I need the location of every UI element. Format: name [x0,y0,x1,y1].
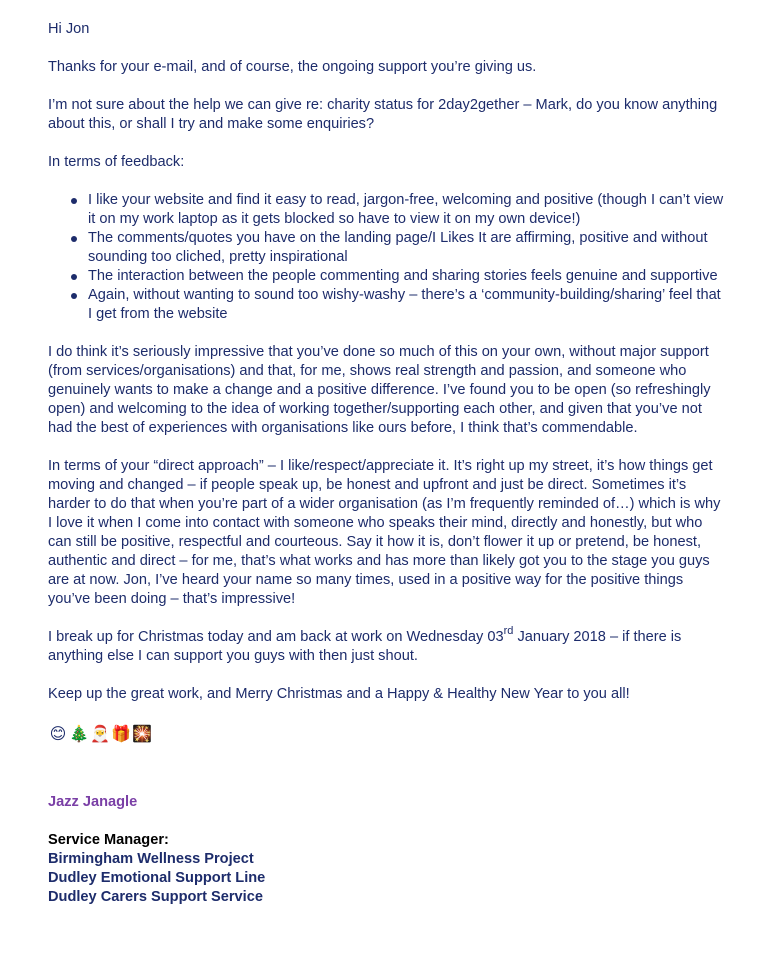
greeting: Hi Jon [48,21,90,37]
break-text-start: I break up for Christmas today and am back at work on Wednesday 03 [48,629,504,645]
signature-name: Jazz Janagle [48,794,138,810]
feedback-item: Again, without wanting to sound too wishy-washy – there’s a ‘community-building/sharing’ feel that I get from the website [88,286,728,324]
signature-service: Dudley Emotional Support Line [48,870,266,886]
signature-block [48,793,728,907]
paragraph-closing: Keep up the great work, and Merry Christmas and a Happy & Healthy New Year to you all! [48,686,630,702]
emoji-row [48,723,728,745]
feedback-item: I like your website and find it easy to read, jargon-free, welcoming and positive (though I can’t view it on my work laptop as it gets blocked so have to view it on my own device!) [88,191,728,229]
break-text-end: January 2018 – if there is anything else I can support you guys with then just shout. [48,629,682,664]
signature-role: Service Manager: [48,832,169,848]
paragraph-christmas-break [48,625,728,666]
paragraph-direct-approach: In terms of your “direct approach” – I like/respect/appreciate it. It’s right up my street, it’s how things get moving and changed – if people speak up, be honest and upfront and just be direct. Sometimes it’s harder to do that when you’re part of a wider organisation (as I’m frequently reminded of…) which is why I love it when I come into contact with someone who speaks their mind, directly and honestly, but who can still be positive, respectful and courteous. Say it how it is, don’t flower it up or pretend, be honest, authentic and direct – for me, that’s what works and has more than likely got you to the stage you guys are at now. Jon, I’ve heard your name so many times, used in a positive way for the positive things you’ve been doing – that’s impressive! [48,458,721,607]
gift-icon: 🎁 [111,725,131,743]
paragraph-charity-status: I’m not sure about the help we can give re: charity status for 2day2gether – Mark, do you know anything about this, or shall I try and make some enquiries? [48,97,718,132]
feedback-item: The interaction between the people commenting and sharing stories feels genuine and supportive [88,267,728,286]
christmas-tree-icon: 🎄 [69,725,89,743]
feedback-list [48,191,728,324]
feedback-item: The comments/quotes you have on the landing page/I Likes It are affirming, positive and without sounding too cliched, pretty inspirational [88,229,728,267]
paragraph-impressive: I do think it’s seriously impressive that you’ve done so much of this on your own, without major support (from services/organisations) and that, for me, shows real strength and passion, and someone who genuinely wants to make a change and a positive difference. I’ve found you to be open (so refreshingly open) and welcoming to the idea of working together/supporting each other, and given that you’ve not had the best of experiences with organisations like ours before, I think that’s commendable. [48,344,711,436]
smiling-face-icon: 😊 [49,725,67,743]
signature-service: Dudley Carers Support Service [48,889,263,905]
paragraph-thanks: Thanks for your e-mail, and of course, the ongoing support you’re giving us. [48,59,537,75]
signature-service: Birmingham Wellness Project [48,851,254,867]
ordinal-suffix: rd [503,625,514,637]
santa-icon: 🎅 [90,725,110,743]
fireworks-icon: 🎇 [132,725,152,743]
feedback-intro: In terms of feedback: [48,154,185,170]
